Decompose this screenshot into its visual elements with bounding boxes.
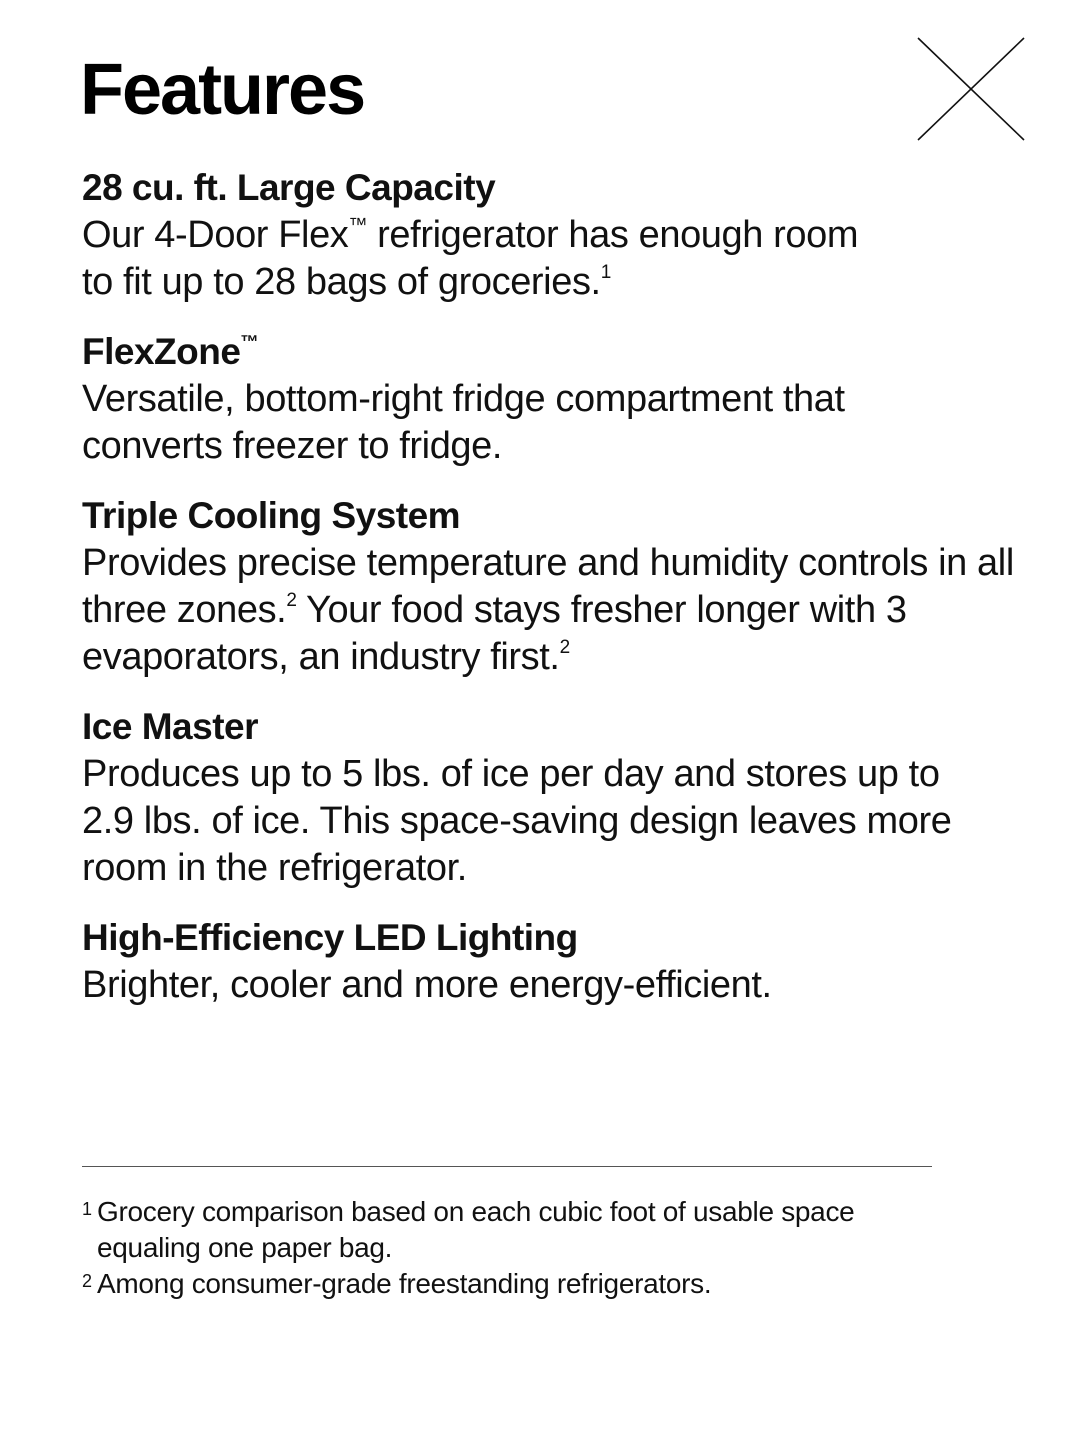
feature-title-text: FlexZone (82, 331, 241, 372)
feature-triple-cooling (82, 492, 1022, 681)
page-title: Features (80, 50, 365, 130)
footnote-reference: 2 (559, 636, 570, 658)
footnote-item (82, 1194, 982, 1266)
feature-description: Versatile, bottom-right fridge compartment that converts freezer to fridge. (82, 378, 845, 467)
feature-ice-master (82, 703, 1022, 892)
footnote-text: Among consumer-grade freestanding refrigerators. (97, 1268, 712, 1299)
close-x-icon (916, 36, 1026, 142)
feature-description: Brighter, cooler and more energy-efficient. (82, 964, 772, 1006)
trademark-mark: ™ (240, 330, 259, 352)
feature-description (82, 212, 1022, 306)
feature-desc-text: Our 4-Door Flex (82, 214, 349, 256)
footnotes (82, 1194, 982, 1302)
close-button[interactable] (916, 36, 1026, 142)
footnote-marker: 1 (82, 1199, 92, 1219)
feature-title: High-Efficiency LED Lighting (82, 917, 578, 958)
feature-title (82, 328, 1022, 376)
feature-title: Triple Cooling System (82, 495, 461, 536)
feature-title: 28 cu. ft. Large Capacity (82, 167, 496, 208)
footnote-reference: 2 (286, 589, 297, 611)
feature-flexzone (82, 328, 1022, 470)
feature-led-lighting (82, 914, 1022, 1009)
footnote-text: Grocery comparison based on each cubic foot of usable space equaling one paper bag. (97, 1196, 855, 1263)
trademark-mark: ™ (348, 214, 368, 236)
footnote-marker: 2 (82, 1271, 92, 1291)
footnote-reference: 1 (600, 261, 611, 283)
feature-description: Produces up to 5 lbs. of ice per day and stores up to 2.9 lbs. of ice. This space-saving design leaves more room in the refrigerator. (82, 753, 952, 889)
footnote-item (82, 1266, 982, 1302)
feature-title: Ice Master (82, 706, 258, 747)
features-list (82, 164, 1022, 1031)
feature-desc-text: refrigerator has enough room (367, 214, 859, 256)
feature-desc-text: Provides precise temperature and humidity controls in all three zones. (82, 542, 1014, 631)
feature-large-capacity (82, 164, 1022, 306)
feature-description (82, 540, 1017, 681)
feature-desc-text: Your food stays fresher longer with 3 evaporators, an industry first. (82, 589, 907, 678)
footnote-divider (82, 1166, 932, 1167)
feature-desc-text: to fit up to 28 bags of groceries. (82, 261, 601, 303)
